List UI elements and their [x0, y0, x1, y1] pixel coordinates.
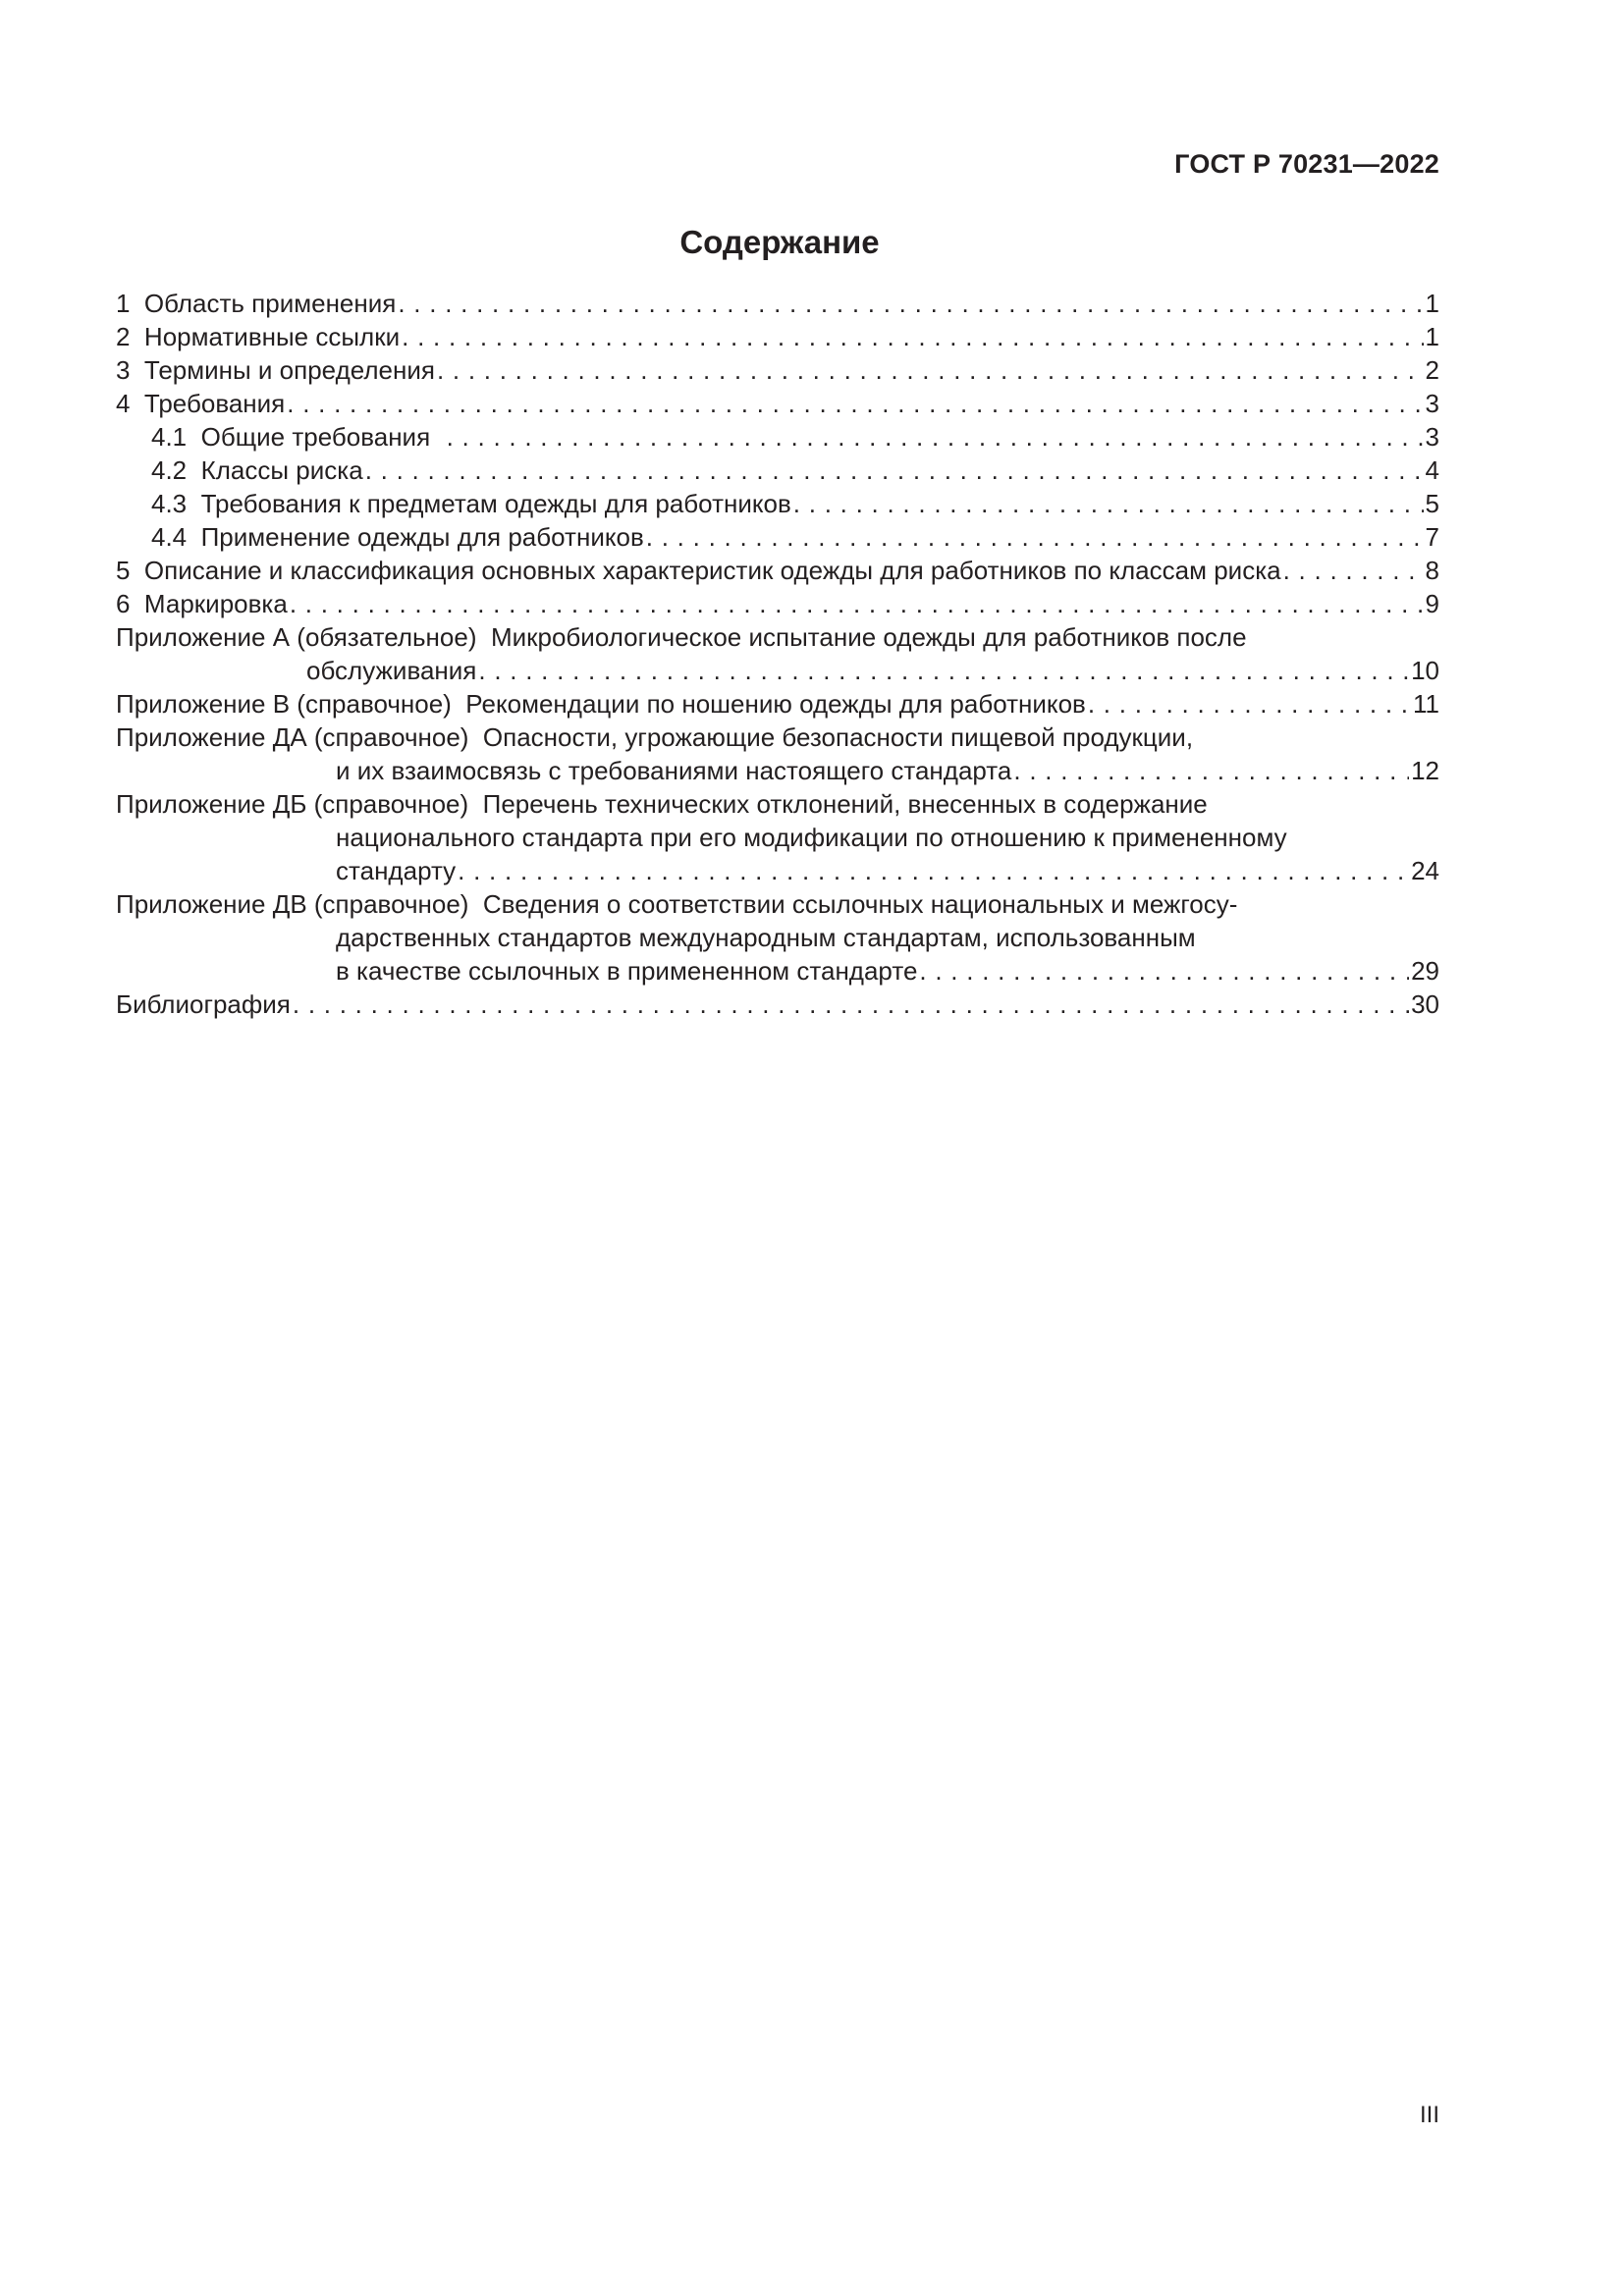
dot-leader	[458, 854, 1409, 887]
toc-entry-page: 4	[1425, 455, 1439, 485]
toc-entry-title: Область применения	[143, 289, 397, 318]
appendix-title-line-1: Рекомендации по ношению одежды для работников	[465, 689, 1086, 719]
dot-leader	[437, 353, 1424, 387]
appendix-title-line-3: в качестве ссылочных в примененном стандарте	[336, 956, 918, 986]
appendix-title-line-1: Микробиологическое испытание одежды для работников после	[490, 622, 1247, 652]
toc-entry-page: 1	[1425, 289, 1439, 318]
toc-entry-2[interactable]	[116, 320, 1439, 353]
toc-entry-1[interactable]	[116, 287, 1439, 320]
toc-entry-4[interactable]	[116, 387, 1439, 420]
dot-leader	[793, 487, 1424, 520]
appendix-label: Приложение ДА (справочное)	[116, 722, 469, 752]
toc-entry-title: Описание и классификация основных характеристик одежды для работников по классам риска	[143, 556, 1281, 585]
dot-leader	[447, 420, 1424, 454]
toc-entry-title: Нормативные ссылки	[143, 322, 401, 351]
toc-appendix-b[interactable]	[116, 687, 1439, 721]
toc-entry-number: 2	[116, 322, 131, 351]
toc-entry-number: 4.2	[151, 455, 188, 485]
toc-entry-title: Маркировка	[143, 589, 288, 618]
toc-entry-page: 2	[1425, 355, 1439, 385]
document-id: ГОСТ Р 70231—2022	[1174, 149, 1439, 179]
dot-leader	[646, 520, 1424, 554]
toc-entry-5[interactable]	[116, 554, 1439, 587]
appendix-label: Приложение ДВ (справочное)	[116, 889, 469, 919]
appendix-title-line-1: Опасности, угрожающие безопасности пищевой продукции,	[482, 722, 1194, 752]
appendix-title-line-2: национального стандарта при его модификации по отношению к примененному	[336, 823, 1287, 852]
appendix-title-line-2: и их взаимосвязь с требованиями настоящего стандарта	[336, 756, 1012, 785]
toc-entry-4-1[interactable]	[116, 420, 1439, 454]
appendix-label: Приложение В (справочное)	[116, 689, 452, 719]
toc-entry-number: 5	[116, 556, 131, 585]
toc-appendix-db[interactable]	[116, 787, 1439, 887]
appendix-title-line-1: Сведения о соответствии ссылочных национальных и межгосу-	[482, 889, 1238, 919]
toc-entry-title: Термины и определения	[143, 355, 435, 385]
toc-entry-title: Общие требования	[200, 422, 431, 452]
dot-leader	[287, 387, 1423, 420]
toc-entry-number: 1	[116, 289, 131, 318]
toc-entry-number: 4.1	[151, 422, 188, 452]
appendix-title-line-1: Перечень технических отклонений, внесенных в содержание	[482, 789, 1208, 819]
dot-leader	[402, 320, 1423, 353]
toc-appendix-dv[interactable]	[116, 887, 1439, 988]
dot-leader	[919, 954, 1409, 988]
toc-entry-number: 4	[116, 389, 131, 418]
toc-bibliography[interactable]	[116, 988, 1439, 1021]
appendix-title-line-2: дарственных стандартов международным стандартам, использованным	[336, 923, 1196, 952]
toc-entry-number: 6	[116, 589, 131, 618]
dot-leader	[365, 454, 1424, 487]
toc-appendix-da[interactable]	[116, 721, 1439, 787]
dot-leader	[478, 654, 1409, 687]
toc-entry-page: 3	[1425, 389, 1439, 418]
toc-entry-page: 24	[1411, 856, 1439, 885]
page-title: Содержание	[679, 224, 880, 260]
toc-entry-4-3[interactable]	[116, 487, 1439, 520]
toc-entry-title: Применение одежды для работников	[200, 522, 644, 552]
appendix-label: Приложение А (обязательное)	[116, 622, 477, 652]
appendix-title-line-3: стандарту	[336, 856, 457, 885]
toc-entry-4-2[interactable]	[116, 454, 1439, 487]
toc-entry-page: 30	[1411, 989, 1439, 1019]
toc-entry-title: Классы риска	[200, 455, 363, 485]
toc-entry-4-4[interactable]	[116, 520, 1439, 554]
dot-leader	[398, 287, 1423, 320]
toc-entry-page: 5	[1425, 489, 1439, 518]
toc-entry-number: 3	[116, 355, 131, 385]
toc-entry-page: 10	[1411, 656, 1439, 685]
dot-leader	[1013, 754, 1409, 787]
toc-entry-page: 9	[1425, 589, 1439, 618]
toc-entry-title: Библиография	[116, 989, 291, 1019]
toc-entry-number: 4.3	[151, 489, 188, 518]
page-number: III	[1419, 2102, 1439, 2128]
dot-leader	[290, 587, 1424, 620]
appendix-label: Приложение ДБ (справочное)	[116, 789, 469, 819]
appendix-title-line-2: обслуживания	[306, 656, 477, 685]
toc-entry-title: Требования к предметам одежды для работников	[200, 489, 791, 518]
toc-entry-page: 8	[1425, 556, 1439, 585]
toc-entry-page: 12	[1411, 756, 1439, 785]
dot-leader	[1088, 687, 1411, 721]
toc-entry-title: Требования	[143, 389, 286, 418]
toc-entry-3[interactable]	[116, 353, 1439, 387]
toc-entry-number: 4.4	[151, 522, 188, 552]
toc-entry-page: 11	[1413, 689, 1439, 719]
toc-entry-page: 1	[1425, 322, 1439, 351]
dot-leader	[293, 988, 1409, 1021]
toc-entry-6[interactable]	[116, 587, 1439, 620]
toc-entry-page: 3	[1425, 422, 1439, 452]
dot-leader	[1283, 554, 1424, 587]
toc-appendix-a[interactable]	[116, 620, 1439, 687]
toc-entry-page: 7	[1425, 522, 1439, 552]
toc-entry-page: 29	[1411, 956, 1439, 986]
table-of-contents	[116, 287, 1439, 1021]
